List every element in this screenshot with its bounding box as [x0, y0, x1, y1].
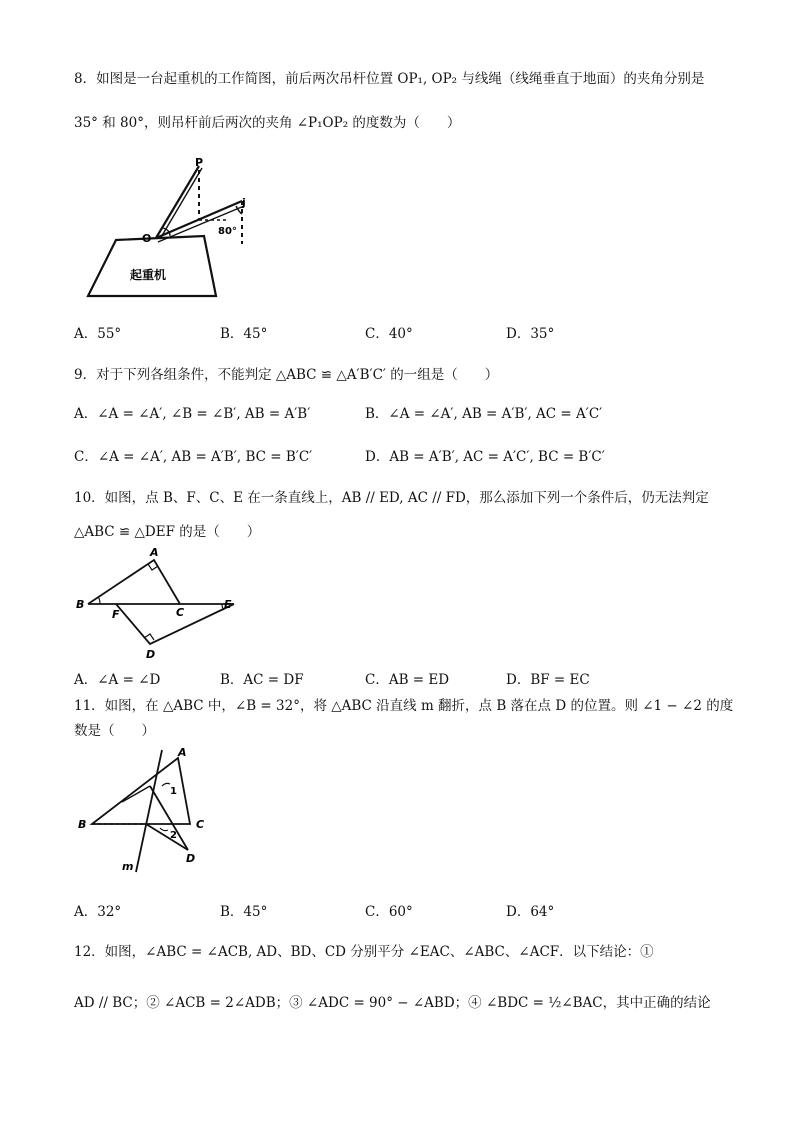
label-angle-2: 2: [170, 830, 177, 841]
label-d: D: [186, 852, 196, 865]
crane-label: 起重机: [130, 268, 167, 282]
q11-option-c[interactable]: C．60°: [365, 904, 413, 920]
label-e: E: [224, 598, 232, 611]
label-c: C: [176, 606, 185, 619]
crane-body: [88, 236, 216, 296]
q10-option-a[interactable]: A．∠A = ∠D: [74, 672, 161, 688]
q10-figure: [74, 546, 244, 664]
line-m: [136, 750, 162, 872]
label-80: 80°: [218, 226, 237, 237]
q11-option-b[interactable]: B．45°: [220, 904, 268, 920]
label-c: C: [196, 818, 205, 831]
q8-option-a[interactable]: A．55°: [74, 326, 122, 342]
q9-option-d[interactable]: D．AB = A′B′, AC = A′C′, BC = B′C′: [365, 449, 605, 465]
label-d: D: [146, 648, 156, 661]
q11-stem-line1: 11．如图，在 △ABC 中，∠B = 32°，将 △ABC 沿直线 m 翻折，点 B 落在点 D 的位置。则 ∠1 − ∠2 的度: [74, 698, 734, 714]
q8-stem-line2: 35° 和 80°，则吊杆前后两次的夹角 ∠P₁OP₂ 的度数为（ ）: [74, 115, 461, 131]
triangle-def: [116, 604, 234, 644]
q8-option-d[interactable]: D．35°: [506, 326, 555, 342]
q10-option-d[interactable]: D．BF = EC: [506, 672, 590, 688]
label-b: B: [78, 818, 87, 831]
q12-stem-line2: AD // BC；② ∠ACB = 2∠ADB；③ ∠ADC = 90° − ∠ABD；④ ∠BDC = ½∠BAC，其中正确的结论: [74, 995, 711, 1011]
q9-option-c[interactable]: C．∠A = ∠A′, AB = A′B′, BC = B′C′: [74, 449, 313, 465]
label-f: F: [112, 608, 120, 621]
q11-option-a[interactable]: A．32°: [74, 904, 122, 920]
q8-crane-figure: [86, 156, 256, 301]
triangle-abc: [88, 560, 180, 604]
q11-figure: [78, 746, 218, 878]
label-m: m: [122, 860, 134, 873]
label-p: P: [195, 156, 204, 169]
q12-stem-line1: 12．如图，∠ABC = ∠ACB, AD、BD、CD 分别平分 ∠EAC、∠ABC、∠ACF．以下结论：①: [74, 944, 654, 960]
q9-option-b[interactable]: B．∠A = ∠A′, AB = A′B′, AC = A′C′: [365, 406, 603, 422]
q10-stem-line1: 10．如图，点 B、F、C、E 在一条直线上，AB // ED, AC // FD，那么添加下列一个条件后，仍无法判定: [74, 490, 709, 506]
q9-stem: 9．对于下列各组条件，不能判定 △ABC ≌ △A′B′C′ 的一组是（ ）: [74, 367, 499, 383]
q10-stem-line2: △ABC ≌ △DEF 的是（ ）: [74, 524, 261, 540]
label-b: B: [76, 598, 85, 611]
q9-option-a[interactable]: A．∠A = ∠A′, ∠B = ∠B′, AB = A′B′: [74, 406, 311, 422]
label-j: j: [242, 196, 246, 209]
q10-option-b[interactable]: B．AC = DF: [220, 672, 304, 688]
q10-option-c[interactable]: C．AB = ED: [365, 672, 450, 688]
q8-option-c[interactable]: C．40°: [365, 326, 413, 342]
q8-option-b[interactable]: B．45°: [220, 326, 268, 342]
q11-option-d[interactable]: D．64°: [506, 904, 555, 920]
label-angle-1: 1: [170, 786, 177, 797]
q8-stem-line1: 8．如图是一台起重机的工作简图，前后两次吊杆位置 OP₁, OP₂ 与线绳（线绳垂直于地面）的夹角分别是: [74, 71, 705, 87]
label-a: A: [150, 546, 159, 559]
label-a: A: [178, 746, 187, 759]
label-o: O: [142, 232, 152, 245]
q11-stem-line2: 数是（ ）: [74, 723, 155, 739]
